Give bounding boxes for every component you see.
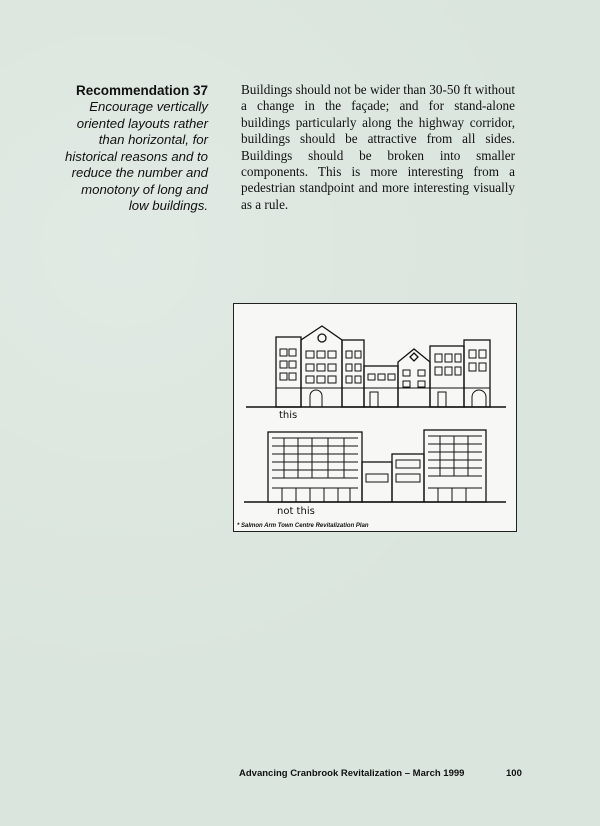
figure-caption: * Salmon Arm Town Centre Revitalization Plan [237,523,369,529]
recommendation-title: Recommendation 37 [75,83,208,98]
label-this: this [279,410,298,421]
label-not-this: not this [277,506,315,517]
streetscape-figure [233,303,517,532]
recommendation-text: Encourage vertically oriented layouts rather than horizontal, for historical reasons and to reduce the number and monotony of long and low buildings. [65,99,208,213]
body-paragraph: Buildings should not be wider than 30-50 ft without a change in the façade; and for stand-alone buildings particularly along the highway corridor, buildings should be attractive from all sides. Buildings should be broken into smaller components. This is more interesting from a pedestrian standpoint and more interesting visually as a rule. [241,82,515,212]
page-number: 100 [506,768,522,779]
streetscape-sketch [234,304,518,533]
vertical-buildings-drawing [246,326,506,407]
footer-title: Advancing Cranbrook Revitalization – March 1999 [239,768,465,779]
recommendation-sidebar [62,82,208,215]
horizontal-buildings-drawing [244,430,506,502]
